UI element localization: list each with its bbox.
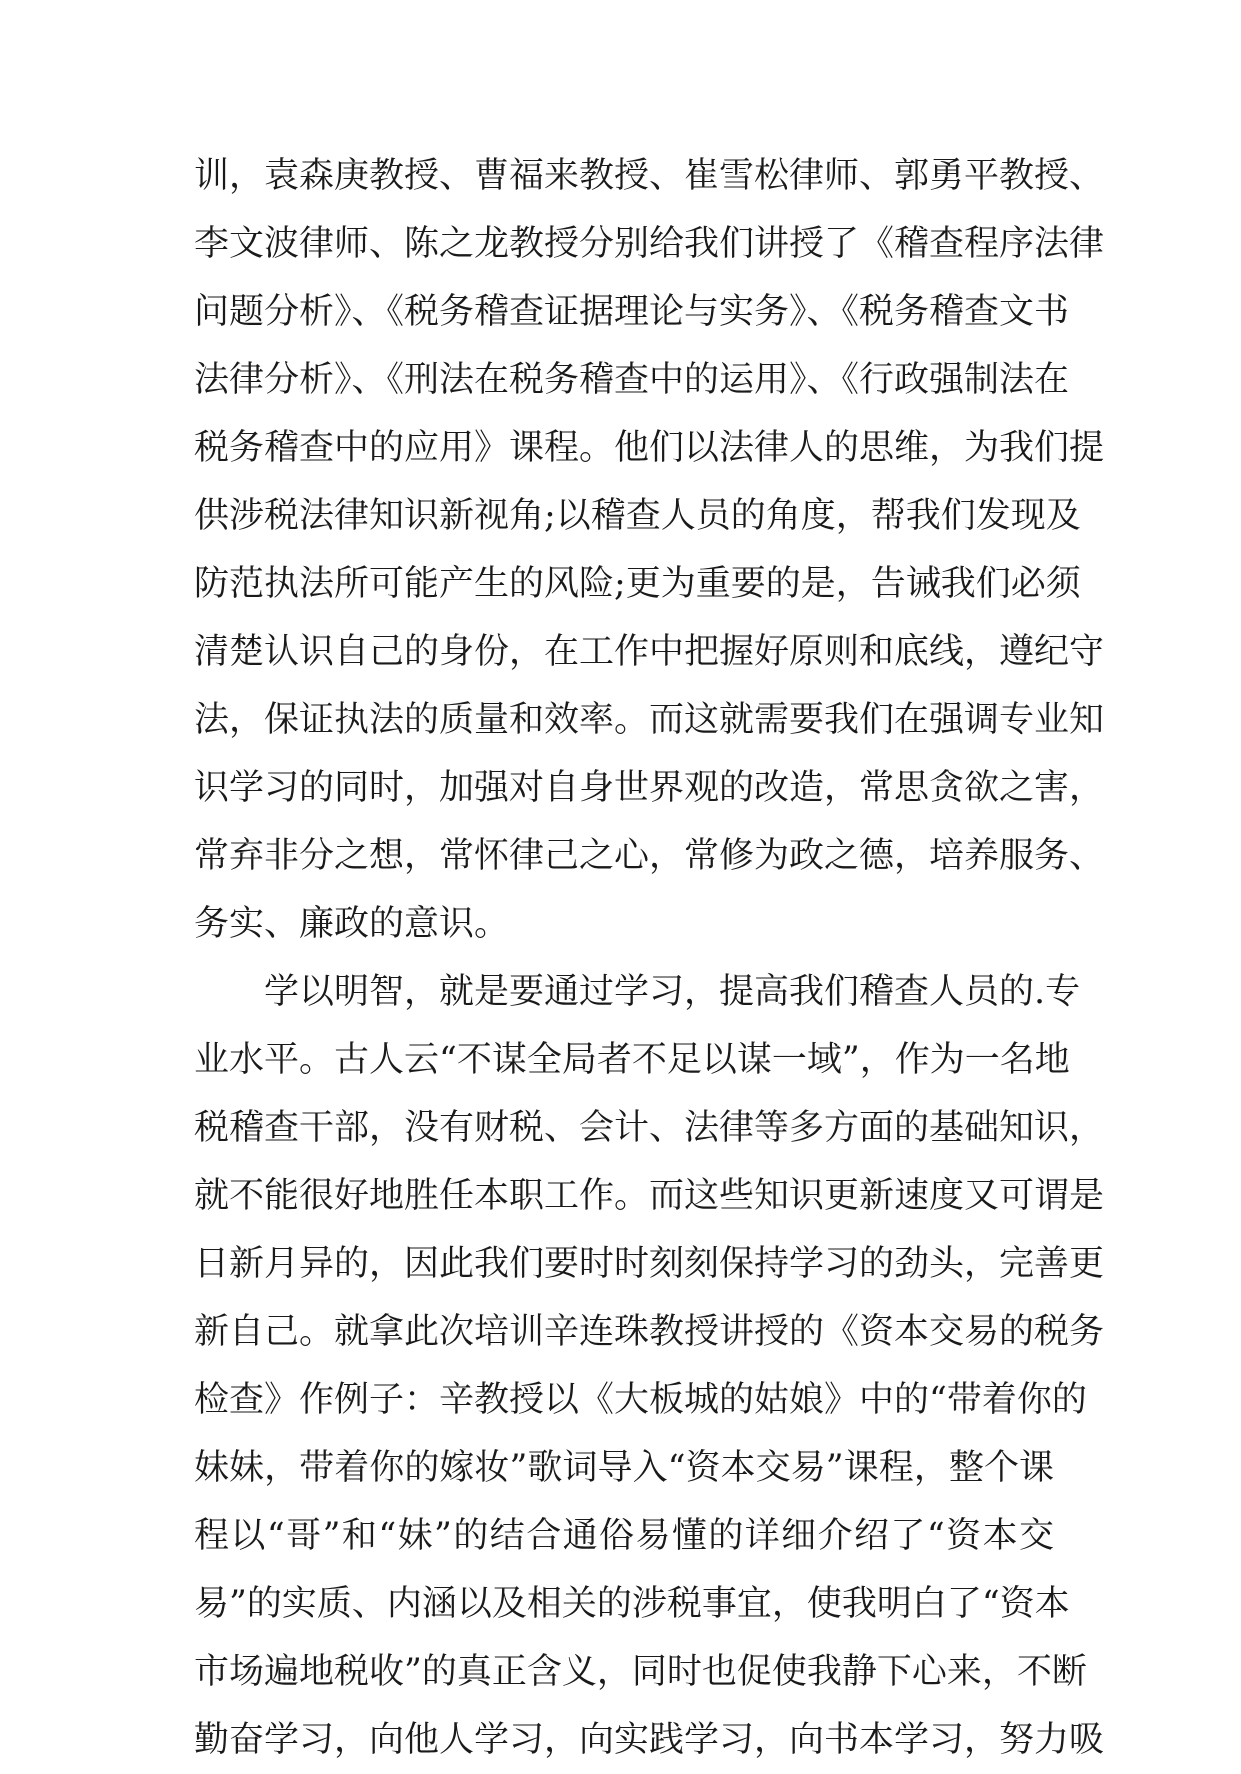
text-line: 法律分析》、《刑法在税务稽查中的运用》、《行政强制法在 — [194, 360, 1070, 400]
text-line: 日新月异的，因此我们要时时刻刻保持学习的劲头，完善更 — [194, 1244, 1105, 1284]
paragraph-1 — [194, 142, 1105, 958]
text-line: 易”的实质、内涵以及相关的涉税事宜，使我明白了“资本 — [194, 1584, 1070, 1624]
text-line: 新自己。就拿此次培训辛连珠教授讲授的《资本交易的税务 — [194, 1312, 1105, 1352]
text-line: 就不能很好地胜任本职工作。而这些知识更新速度又可谓是 — [194, 1176, 1105, 1216]
text-line: 学以明智，就是要通过学习，提高我们稽查人员的.专 — [264, 972, 1081, 1012]
text-line: 程以“哥”和“妹”的结合通俗易懂的详细介绍了“资本交 — [194, 1516, 1054, 1556]
text-line: 税稽查干部，没有财税、会计、法律等多方面的基础知识， — [194, 1108, 1105, 1148]
text-line: 供涉税法律知识新视角;以稽查人员的角度，帮我们发现及 — [194, 496, 1081, 536]
text-line: 业水平。古人云“不谋全局者不足以谋一域”，作为一名地 — [194, 1040, 1070, 1080]
text-line: 清楚认识自己的身份，在工作中把握好原则和底线，遵纪守 — [194, 632, 1105, 672]
text-line: 李文波律师、陈之龙教授分别给我们讲授了《稽查程序法律 — [194, 224, 1105, 264]
text-line: 常弃非分之想，常怀律己之心，常修为政之德，培养服务、 — [194, 836, 1105, 876]
text-line: 勤奋学习，向他人学习，向实践学习，向书本学习，努力吸 — [194, 1720, 1105, 1760]
text-line: 税务稽查中的应用》课程。他们以法律人的思维，为我们提 — [194, 428, 1105, 468]
text-line: 训，袁森庚教授、曹福来教授、崔雪松律师、郭勇平教授、 — [194, 156, 1105, 196]
text-line: 妹妹，带着你的嫁妆”歌词导入“资本交易”课程，整个课 — [194, 1448, 1054, 1488]
text-line: 务实、廉政的意识。 — [194, 904, 510, 944]
text-line: 防范执法所可能产生的风险;更为重要的是，告诫我们必须 — [194, 564, 1081, 604]
text-line: 检查》作例子：辛教授以《大板城的姑娘》中的“带着你的 — [194, 1380, 1087, 1420]
paragraph-2 — [194, 958, 1105, 1774]
text-line: 法，保证执法的质量和效率。而这就需要我们在强调专业知 — [194, 700, 1105, 740]
text-line: 市场遍地税收”的真正含义，同时也促使我静下心来，不断 — [194, 1652, 1087, 1692]
text-line: 识学习的同时，加强对自身世界观的改造，常思贪欲之害， — [194, 768, 1105, 808]
text-line: 问题分析》、《税务稽查证据理论与实务》、《税务稽查文书 — [194, 292, 1070, 332]
body-text — [194, 142, 1105, 1774]
